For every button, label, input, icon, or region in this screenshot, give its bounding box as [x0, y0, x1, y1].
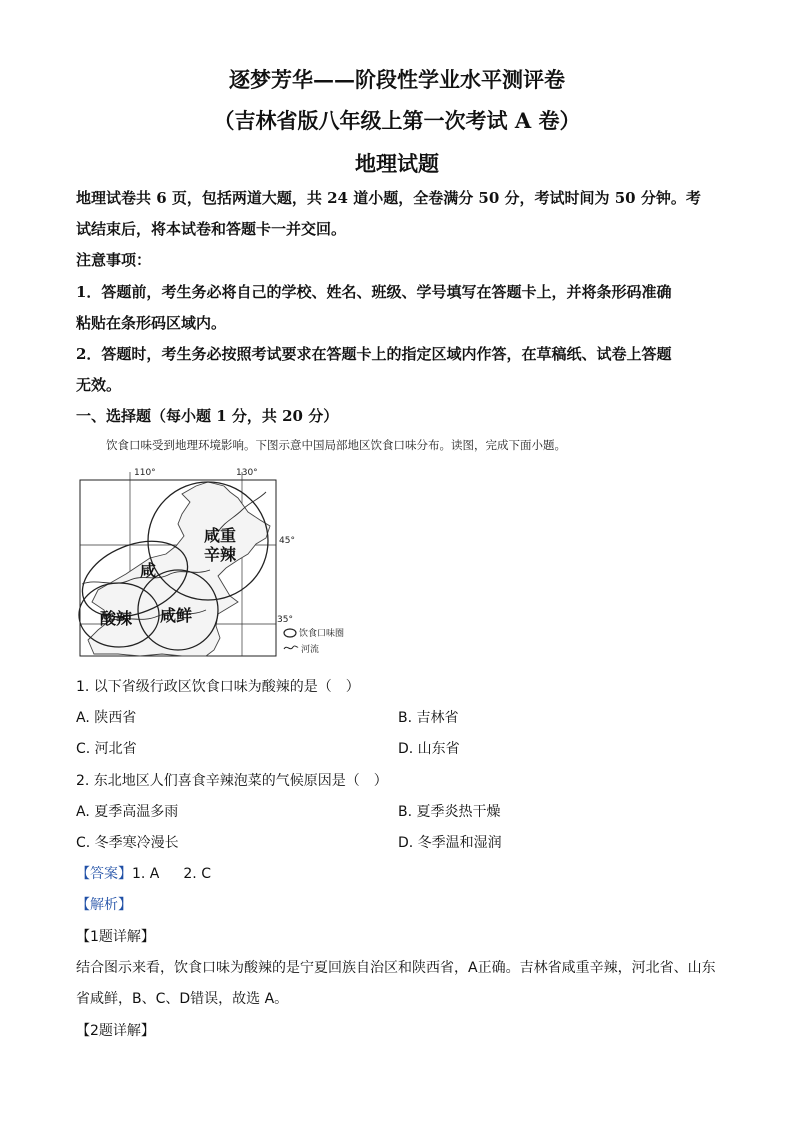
notice-2-line-1: 2．答题时，考生务必按照考试要求在答题卡上的指定区域内作答，在草稿纸、试卷上答题: [76, 345, 672, 363]
notice-1-line-2: 粘贴在条形码区域内。: [76, 314, 227, 332]
region-label-xian: 咸: [140, 561, 157, 580]
legend-river-label: 河流: [301, 645, 320, 655]
region-label-suanla: 酸辣: [100, 609, 133, 628]
notice-1-line-1: 1．答题前，考生务必将自己的学校、姓名、班级、学号填写在答题卡上，并将条形码准确: [76, 283, 672, 301]
material-text: 饮食口味受到地理环境影响。下图示意中国局部地区饮食口味分布。读图，完成下面小题。: [106, 438, 566, 452]
intro-line-2: 试结束后，将本试卷和答题卡一并交回。: [76, 220, 347, 238]
q2-detail-tag: 【2题详解】: [76, 1023, 155, 1039]
lon-label-110: 110°: [134, 468, 156, 478]
notice-heading: 注意事项：: [76, 251, 152, 269]
question-2-stem: 2. 东北地区人们喜食辛辣泡菜的气候原因是（ ）: [76, 773, 388, 789]
q1-option-d[interactable]: D. 山东省: [398, 741, 460, 757]
q1-option-a[interactable]: A. 陕西省: [76, 710, 137, 726]
intro-line-1: 地理试卷共 6 页，包括两道大题，共 24 道小题，全卷满分 50 分，考试时间为 50 分钟。考: [76, 189, 701, 207]
lat-label-45: 45°: [279, 536, 295, 546]
lon-label-130: 130°: [236, 468, 258, 478]
region-label-xinla: 辛辣: [204, 545, 237, 564]
q2-option-b[interactable]: B. 夏季炎热干燥: [398, 804, 501, 820]
q1-detail-line-2: 省咸鲜，B、C、D错误，故选 A。: [76, 991, 289, 1007]
answer-value-1: 1. A: [132, 866, 160, 882]
section-heading: 一、选择题（每小题 1 分，共 20 分）: [76, 407, 339, 425]
food-taste-map: [78, 462, 358, 662]
q2-option-a[interactable]: A. 夏季高温多雨: [76, 804, 179, 820]
legend-circle-icon: [284, 629, 296, 637]
lat-label-35: 35°: [277, 615, 293, 625]
exam-title: 逐梦芳华——阶段性学业水平测评卷: [229, 67, 565, 92]
subject-title: 地理试题: [355, 151, 439, 176]
q1-detail-line-1: 结合图示来看，饮食口味为酸辣的是宁夏回族自治区和陕西省，A正确。吉林省咸重辛辣，河北省、山东: [76, 960, 716, 976]
legend-river-icon: [284, 646, 298, 649]
q1-detail-tag: 【1题详解】: [76, 929, 155, 945]
legend-circle-label: 饮食口味圈: [299, 629, 345, 639]
question-1-stem: 1. 以下省级行政区饮食口味为酸辣的是（ ）: [76, 679, 360, 695]
region-label-xianxian: 咸鲜: [160, 606, 193, 625]
exam-subtitle: （吉林省版八年级上第一次考试 A 卷）: [213, 108, 581, 133]
analysis-tag: 【解析】: [76, 897, 132, 913]
q1-option-c[interactable]: C. 河北省: [76, 741, 137, 757]
notice-2-line-2: 无效。: [76, 376, 122, 394]
q2-option-c[interactable]: C. 冬季寒冷漫长: [76, 835, 179, 851]
region-label-xianzhong: 咸重: [204, 526, 237, 545]
q2-option-d[interactable]: D. 冬季温和湿润: [398, 835, 502, 851]
answer-value-2: 2. C: [183, 866, 211, 882]
answer-tag: 【答案】: [76, 866, 132, 882]
answer-line: [76, 864, 211, 884]
q1-option-b[interactable]: B. 吉林省: [398, 710, 459, 726]
